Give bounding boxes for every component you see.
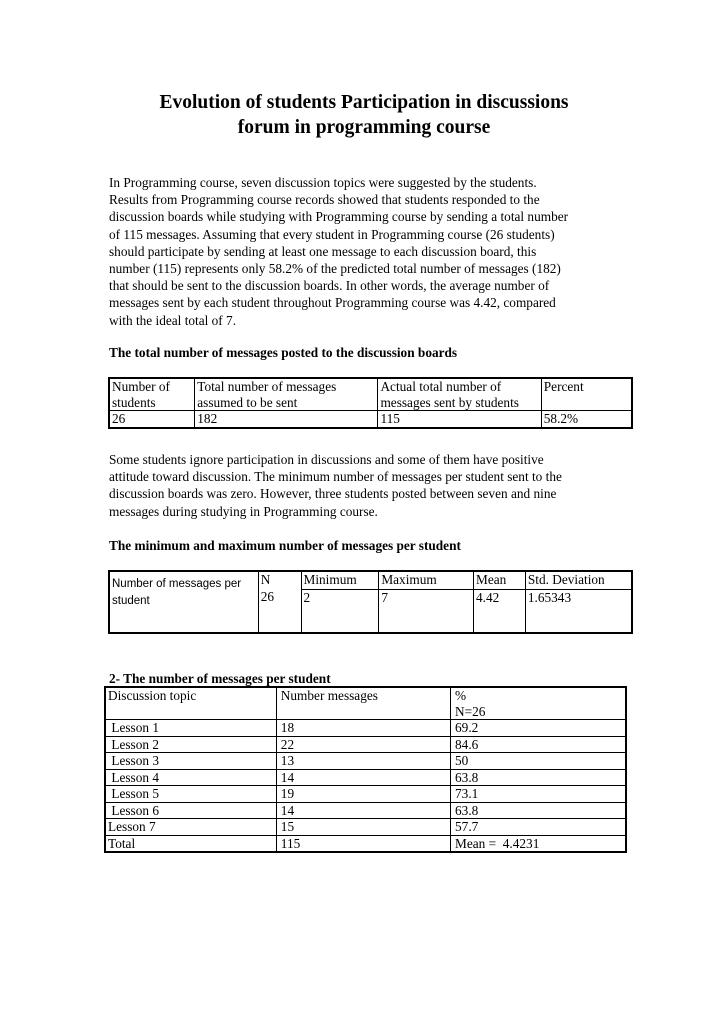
table-cell: Lesson 1 — [105, 720, 276, 737]
header-text: assumed to be sent — [197, 394, 298, 410]
table-cell: 14 — [276, 769, 450, 786]
table-cell: Lesson 3 — [105, 753, 276, 770]
document-title-line-1: Evolution of students Participation in discussions — [159, 92, 569, 113]
header-text: Percent — [543, 379, 584, 394]
text-line: should participate by sending at least one message to each discussion board, this — [109, 243, 537, 259]
middle-paragraph — [109, 451, 629, 520]
table1-heading: The total number of messages posted to the discussion boards — [109, 345, 458, 360]
table-cell: 1.65343 — [525, 589, 632, 633]
document-title-line-2: forum in programming course — [237, 117, 491, 138]
table-row — [105, 819, 626, 836]
header-text: % — [455, 688, 467, 703]
text-line: Some students ignore participation in discussions and some of them have positive — [109, 452, 544, 467]
table-cell: 115 — [276, 835, 450, 852]
table3-heading: 2- The number of messages per student — [109, 671, 331, 686]
table-cell: 57.7 — [451, 819, 626, 836]
header-cell: Maximum — [379, 571, 474, 589]
table-cell: 13 — [276, 753, 450, 770]
table-cell: 115 — [378, 411, 541, 428]
header-cell: Minimum — [301, 571, 379, 589]
table-cell: 4.42 — [474, 589, 526, 633]
table-cell: Lesson 4 — [105, 769, 276, 786]
header-cell — [195, 378, 378, 411]
table-cell: 58.2% — [541, 411, 632, 428]
table-cell: Lesson 5 — [105, 786, 276, 803]
table-cell: 84.6 — [451, 736, 626, 753]
text-line: messages during studying in Programming course. — [109, 503, 378, 519]
table-cell: 73.1 — [451, 786, 626, 803]
table-cell: 63.8 — [451, 769, 626, 786]
row-label-text: student — [112, 595, 150, 607]
header-cell: Discussion topic — [105, 687, 276, 720]
text-line: messages sent by each student throughout Programming course was 4.42, compared — [109, 295, 556, 311]
header-text: Actual total number of — [380, 379, 502, 394]
table-row — [105, 736, 626, 753]
table-cell: Lesson 6 — [105, 802, 276, 819]
table-cell: 7 — [379, 589, 474, 633]
table-cell: 182 — [195, 411, 378, 428]
table-header-row — [109, 378, 632, 411]
table-cell: Mean = 4.4231 — [451, 835, 626, 852]
table-cell: Total — [105, 835, 276, 852]
text-line: Results from Programming course records showed that students responded to the — [109, 192, 540, 208]
intro-paragraph — [109, 174, 629, 329]
text-line: discussion boards while studying with Programming course by sending a total number — [109, 209, 569, 225]
table-row — [109, 411, 632, 428]
table-header-row — [109, 571, 632, 589]
table-cell: 50 — [451, 753, 626, 770]
table-cell: 26 — [109, 411, 195, 428]
row-label-cell — [109, 571, 258, 633]
table-cell: 19 — [276, 786, 450, 803]
row-label-text: Number of messages per — [112, 578, 242, 590]
table-row — [105, 802, 626, 819]
table-cell: 18 — [276, 720, 450, 737]
header-cell: Number messages — [276, 687, 450, 720]
header-text: messages sent by students — [380, 394, 519, 410]
header-cell: Mean — [474, 571, 526, 589]
table-header-row — [105, 687, 626, 720]
table-row-total — [105, 835, 626, 852]
header-text: N=26 — [455, 703, 486, 719]
table-row — [105, 720, 626, 737]
table-cell: 15 — [276, 819, 450, 836]
header-text: students — [112, 394, 156, 410]
table-cell: 22 — [276, 736, 450, 753]
header-cell — [109, 378, 195, 411]
text-line: of 115 messages. Assuming that every student in Programming course (26 students) — [109, 226, 555, 242]
text-line: that should be sent to the discussion boards. In other words, the average number of — [109, 278, 550, 294]
header-cell: Std. Deviation — [525, 571, 632, 589]
text-line: attitude toward discussion. The minimum number of messages per student sent to the — [109, 469, 562, 485]
table-cell: 63.8 — [451, 802, 626, 819]
table-cell: 2 — [301, 589, 379, 633]
table-cell: 26 — [258, 589, 301, 633]
min-max-table — [108, 570, 633, 634]
text-line: discussion boards was zero. However, three students posted between seven and nine — [109, 486, 557, 502]
header-cell — [541, 378, 632, 411]
header-cell: N — [258, 571, 301, 589]
table-row — [105, 753, 626, 770]
header-text: Total number of messages — [197, 379, 337, 394]
messages-per-topic-table — [104, 686, 627, 853]
table2-heading: The minimum and maximum number of messages per student — [109, 538, 461, 553]
table-row — [105, 769, 626, 786]
text-line: with the ideal total of 7. — [109, 312, 237, 328]
text-line: In Programming course, seven discussion topics were suggested by the students. — [109, 175, 537, 190]
table-cell: 14 — [276, 802, 450, 819]
table-cell: Lesson 2 — [105, 736, 276, 753]
text-line: number (115) represents only 58.2% of the predicted total number of messages (182) — [109, 261, 561, 277]
messages-total-table — [108, 377, 633, 429]
header-text: Number of — [112, 379, 170, 394]
header-cell — [378, 378, 541, 411]
table-cell: 69.2 — [451, 720, 626, 737]
header-cell — [451, 687, 626, 720]
table-cell: Lesson 7 — [105, 819, 276, 836]
table-row — [105, 786, 626, 803]
